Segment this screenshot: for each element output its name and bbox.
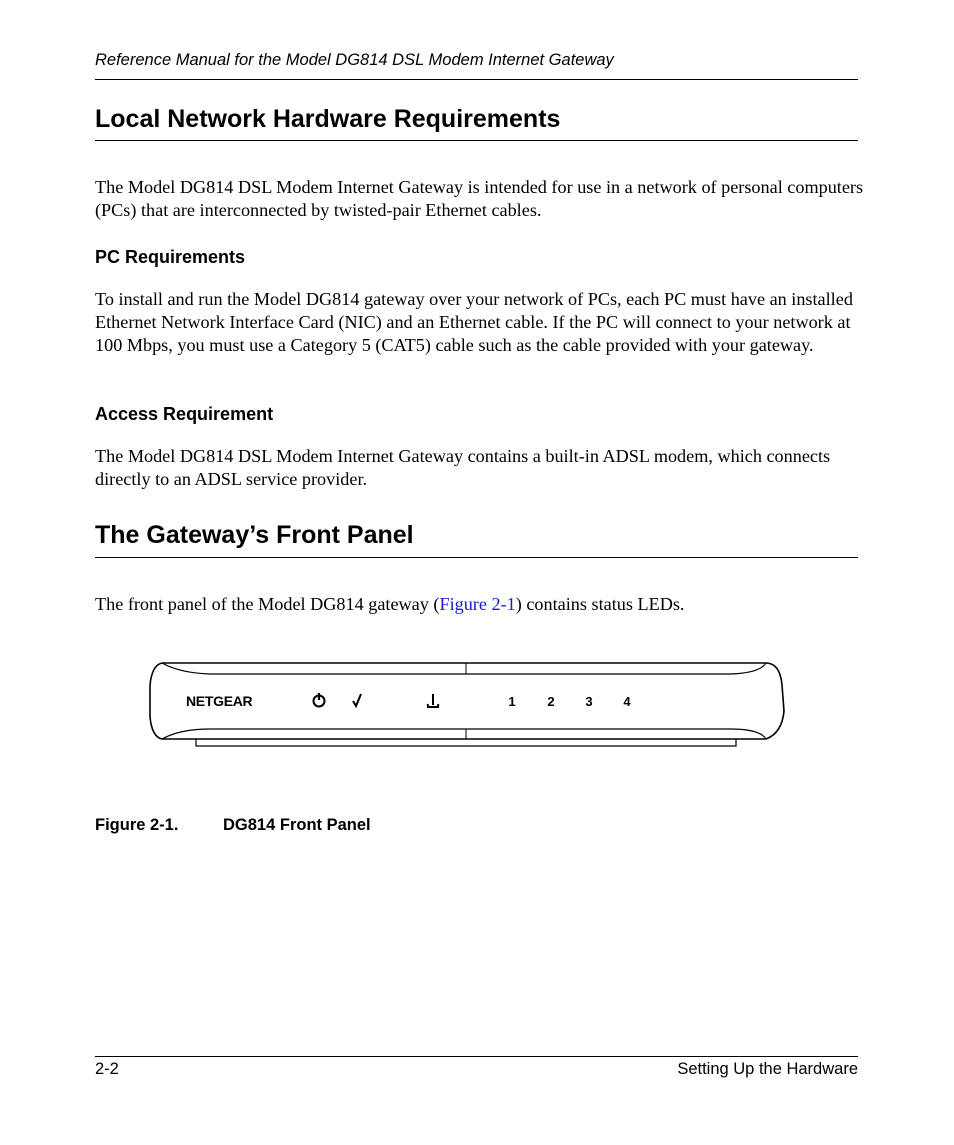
section-rule — [95, 557, 858, 558]
local-network-intro: The Model DG814 DSL Modem Internet Gateway is intended for use in a network of personal computers (PCs) that are interconnected by twisted-pair Ethernet cables. — [95, 177, 864, 220]
pc-requirements-text: To install and run the Model DG814 gateway over your network of PCs, each PC must have an installed Ethernet Network Interface Card (NIC) and an Ethernet cable. If the PC will connect to your network at 100 Mbps, you must use a Category 5 (CAT5) cable such as the cable provided with your gateway. — [95, 289, 853, 355]
front-panel-text-after: ) contains status LEDs. — [515, 594, 685, 614]
running-header: Reference Manual for the Model DG814 DSL Modem Internet Gateway — [95, 51, 614, 69]
footer-rule — [95, 1056, 858, 1057]
header-rule — [95, 79, 858, 80]
figure-caption-title: DG814 Front Panel — [223, 816, 371, 834]
subheading-access-requirement: Access Requirement — [95, 404, 274, 424]
page-number: 2-2 — [95, 1060, 119, 1078]
port-label-2: 2 — [547, 694, 555, 709]
section-title-front-panel: The Gateway’s Front Panel — [95, 521, 414, 549]
section-rule — [95, 140, 858, 141]
front-panel-figure — [140, 655, 790, 751]
subheading-pc-requirements: PC Requirements — [95, 247, 246, 267]
section-title-local-network: Local Network Hardware Requirements — [95, 105, 561, 133]
panel-foot — [196, 739, 736, 746]
power-icon — [314, 693, 325, 707]
footer-chapter-title: Setting Up the Hardware — [677, 1060, 858, 1078]
brand-logo-text: NETGEAR — [186, 693, 253, 709]
access-requirement-text: The Model DG814 DSL Modem Internet Gateway contains a built-in ADSL modem, which connects directly to an ADSL service provider. — [95, 446, 831, 489]
front-panel-text-before: The front panel of the Model DG814 gateway ( — [95, 594, 440, 614]
test-check-icon — [353, 694, 361, 706]
front-panel-text — [95, 593, 865, 616]
panel-bottom-lip — [162, 729, 766, 739]
internet-adsl-icon — [427, 694, 439, 707]
port-label-4: 4 — [623, 694, 631, 709]
port-label-3: 3 — [585, 694, 593, 709]
figure-caption-number: Figure 2-1. — [95, 816, 179, 834]
panel-top-lip — [162, 663, 766, 674]
port-label-1: 1 — [508, 694, 516, 709]
figure-cross-reference-link[interactable]: Figure 2-1 — [439, 594, 516, 614]
